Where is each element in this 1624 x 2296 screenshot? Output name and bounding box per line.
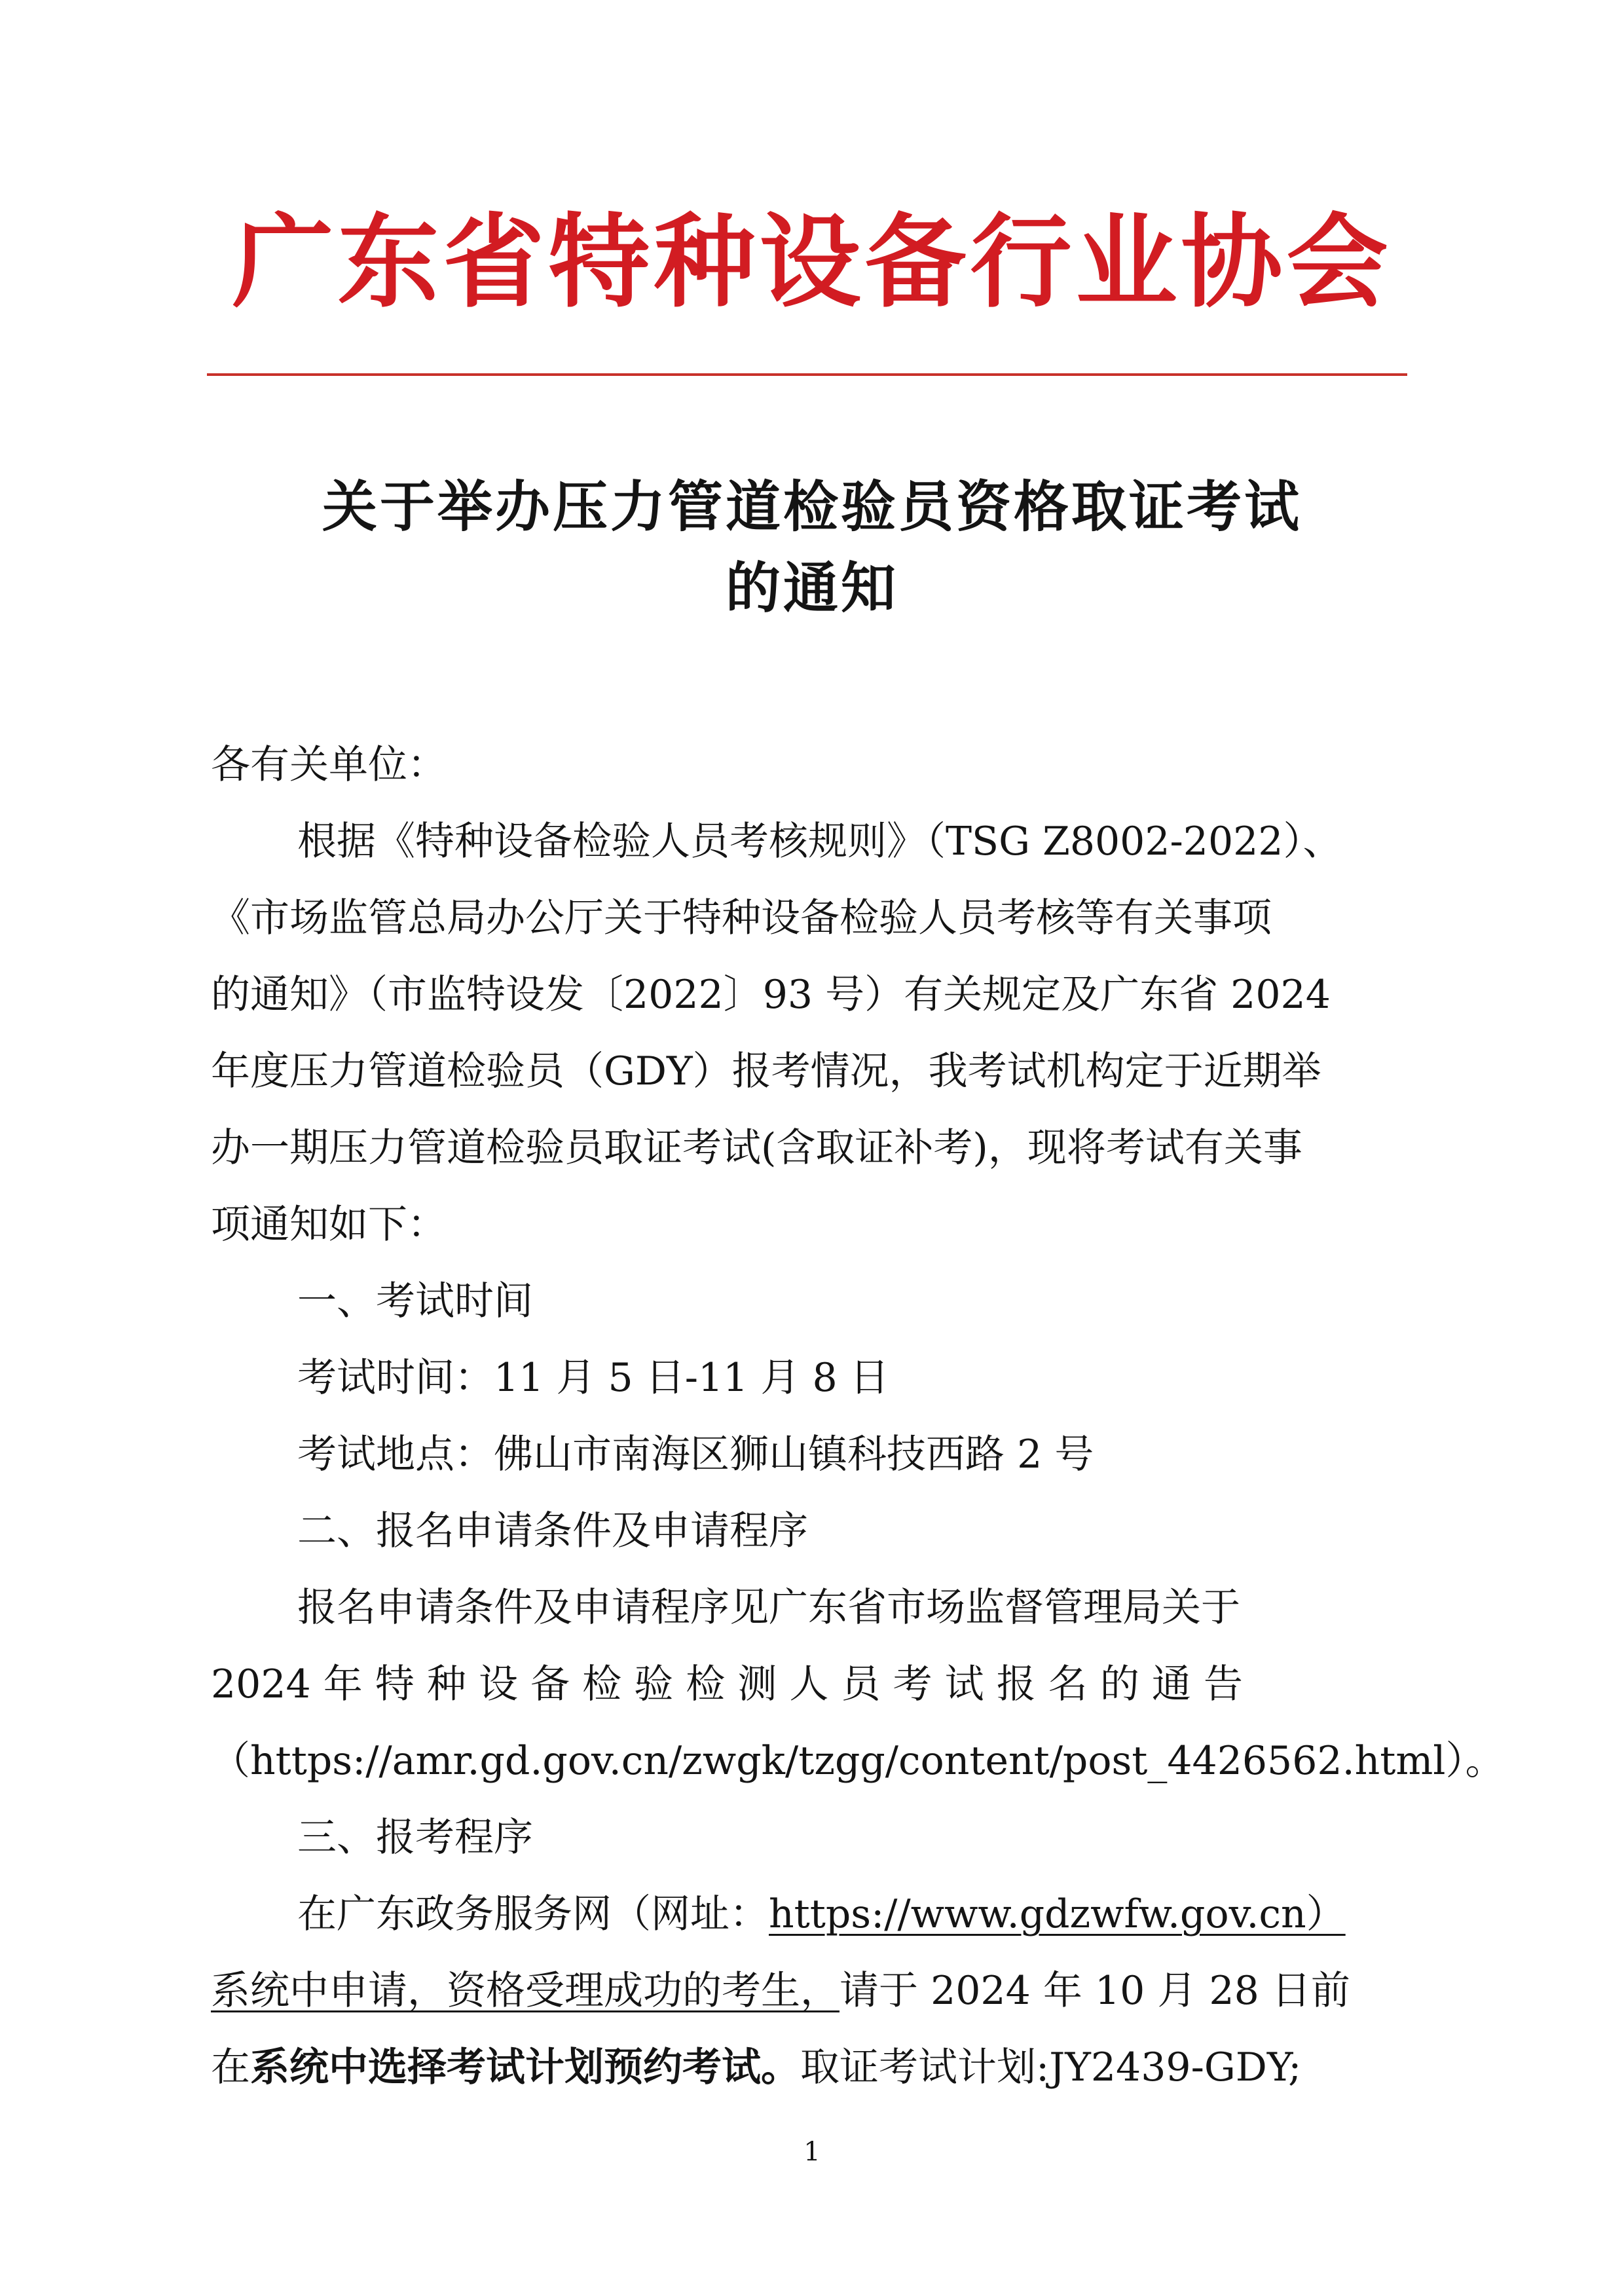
paragraph-2-line-1: 报名申请条件及申请程序见广东省市场监督管理局关于 (297, 1585, 1240, 1631)
gdzwfw-link[interactable]: https://www.gdzwfw.gov.cn） (769, 1891, 1346, 1937)
section-1-heading: 一、考试时间 (297, 1278, 533, 1324)
page-number: 1 (803, 2137, 821, 2167)
paragraph-3-bold-instruction: 系统中选择考试计划预约考试。 (250, 2045, 800, 2090)
paragraph-2-line-2: 2024 年 特 种 设 备 检 验 检 测 人 员 考 试 报 名 的 通 告 (211, 1661, 1243, 1707)
section-2-heading: 二、报名申请条件及申请程序 (297, 1508, 808, 1554)
exam-time: 考试时间：11 月 5 日-11 月 8 日 (297, 1355, 889, 1401)
document-title-line-2: 的通知 (725, 555, 898, 620)
paragraph-1-line-3: 的通知》（市监特设发〔2022〕93 号）有关规定及广东省 2024 (211, 972, 1331, 1018)
paragraph-3-prefix: 在广东政务服务网（网址： (297, 1891, 769, 1937)
exam-location: 考试地点：佛山市南海区狮山镇科技西路 2 号 (297, 1432, 1094, 1477)
paragraph-3-line-3 (211, 2029, 1409, 2106)
paragraph-1-line-1: 根据《特种设备检验人员考核规则》（TSG Z8002-2022）、 (297, 819, 1342, 864)
header-divider (207, 373, 1407, 376)
document-body (211, 727, 1505, 2106)
paragraph-3-exam-plan: 取证考试计划:JY2439-GDY; (800, 2045, 1302, 2090)
document-title-line-1: 关于举办压力管道检验员资格取证考试 (322, 474, 1302, 539)
paragraph-2-line-3[interactable]: （https://amr.gd.gov.cn/zwgk/tzgg/content/post_4426562.html）。 (211, 1738, 1505, 1784)
paragraph-3-line-3-prefix: 在 (211, 2045, 250, 2090)
paragraph-1-line-5: 办一期压力管道检验员取证考试(含取证补考)，现将考试有关事 (211, 1125, 1302, 1171)
paragraph-1-line-6: 项通知如下： (211, 1202, 447, 1248)
paragraph-1-line-4: 年度压力管道检验员（GDY）报考情况，我考试机构定于近期举 (211, 1048, 1321, 1094)
paragraph-3-deadline: 请于 2024 年 10 月 28 日前 (840, 1968, 1350, 2014)
paragraph-1-line-2: 《市场监管总局办公厅关于特种设备检验人员考核等有关事项 (211, 895, 1272, 941)
paragraph-3-line-2 (211, 1953, 1409, 2029)
document-title (0, 466, 1624, 629)
salutation: 各有关单位： (211, 742, 447, 788)
paragraph-3-underlined-text: 系统中申请，资格受理成功的考生， (211, 1968, 840, 2014)
org-name-heading: 广东省特种设备行业协会 (232, 202, 1392, 322)
section-3-heading: 三、报考程序 (297, 1815, 533, 1861)
paragraph-3-line-1 (211, 1876, 1409, 1953)
